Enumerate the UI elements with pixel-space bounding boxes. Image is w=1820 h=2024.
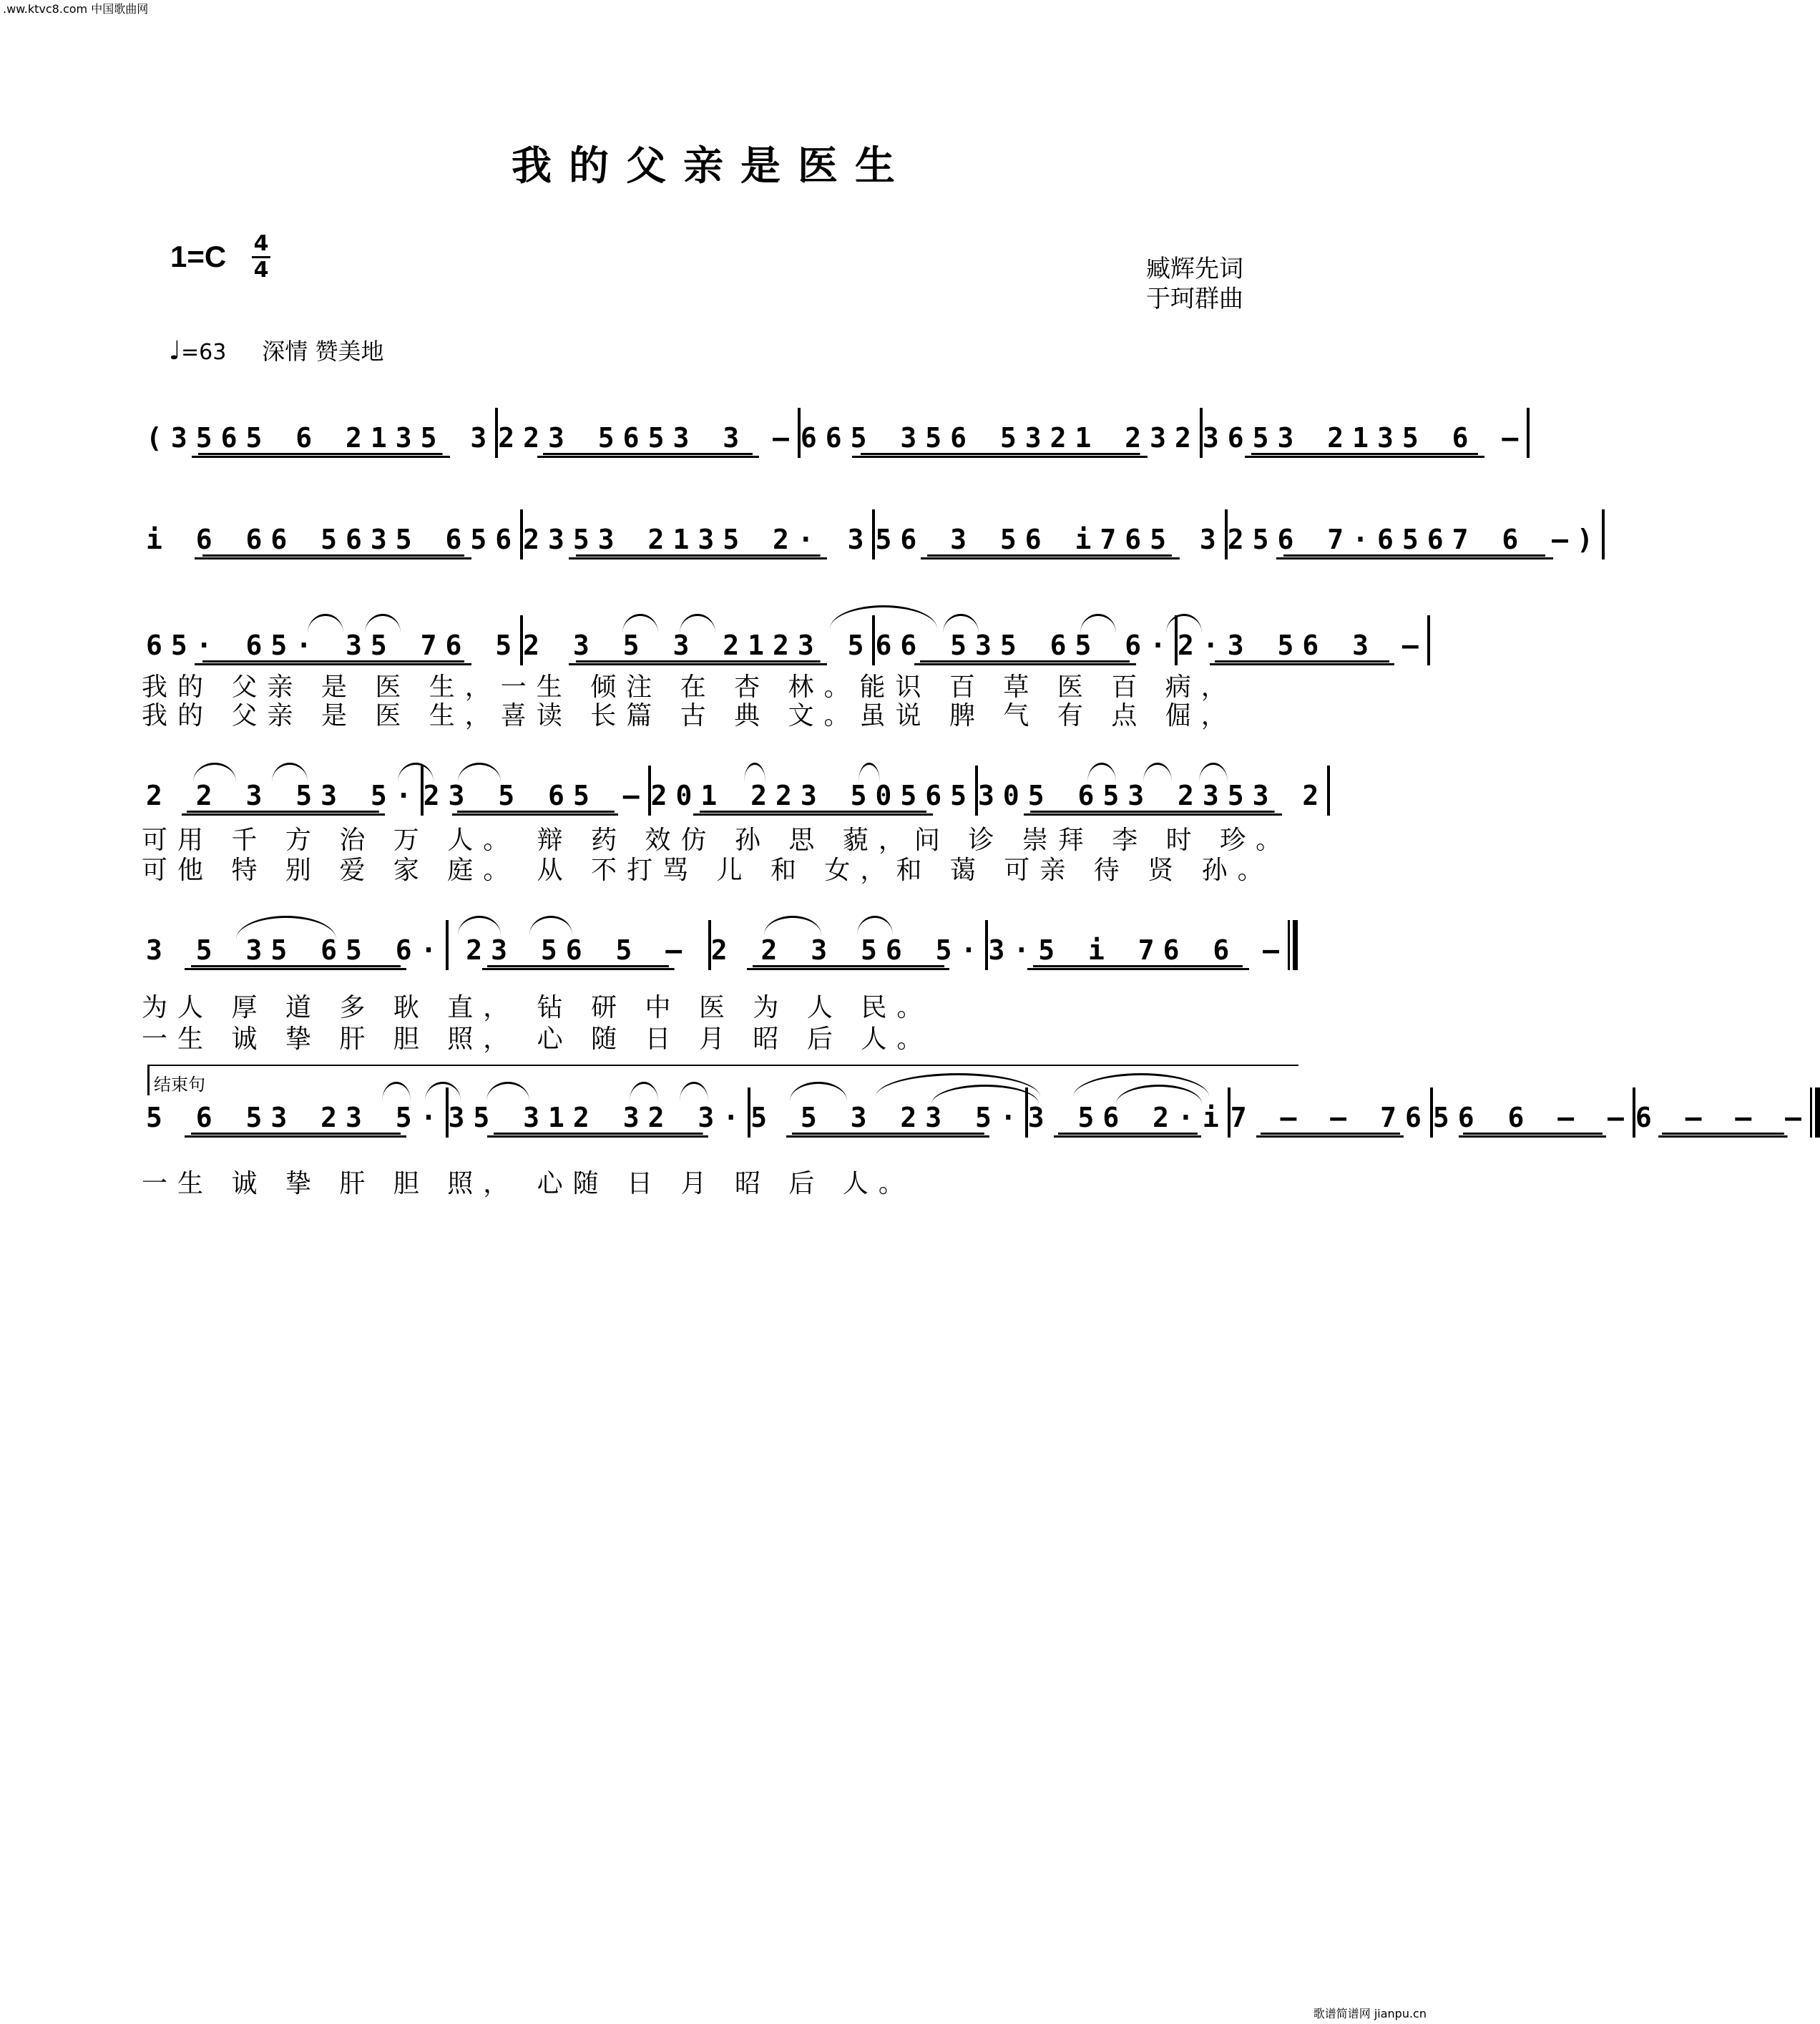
lyrics-ending: 一生 诚 挚 肝 胆 照， 心随 日 月 昭 后 人。 <box>142 1169 914 1198</box>
measure: 2·3 56 3 – <box>1178 630 1427 665</box>
measure: (3565 6 2135 3 <box>146 422 495 458</box>
lyrics-verse-1: 我的 父亲 是 医 生，一生 倾注 在 杏 林。能识 百 草 医 百 病， <box>142 673 1237 702</box>
measure: 2 2 3 53 5· <box>146 780 421 816</box>
tempo-marking <box>169 333 383 366</box>
lyrics-verse-2: 可他 特 别 爱 家 庭。 从 不打骂 儿 和 女，和 蔼 可亲 待 贤 孙。 <box>142 856 1273 885</box>
measure: 2 3 5 3 2123 5 <box>523 630 872 665</box>
site-footer: 歌谱简谱网 jianpu.cn <box>1313 2007 1427 2020</box>
time-signature-top: 4 <box>253 231 269 256</box>
measure: 2353 2135 2· 3 <box>523 524 872 559</box>
measure: 5 5 3 23 5· <box>750 1102 1025 1138</box>
measure: 223 5653 3 – <box>498 422 798 458</box>
measure: 3 56 2·i <box>1028 1102 1228 1138</box>
measure: 201 223 50565 <box>651 780 975 816</box>
measure: 6 – – – <box>1635 1102 1810 1138</box>
quarter-note-icon: ♩ <box>169 336 181 366</box>
final-barline <box>1810 1087 1820 1138</box>
measure: 23 56 5 – <box>449 934 708 970</box>
time-signature-bottom: 4 <box>253 258 269 283</box>
staff-system <box>146 1087 1811 1138</box>
expression-marking: 深情 赞美地 <box>262 338 384 365</box>
measure: 56 6 – – <box>1433 1102 1633 1138</box>
lyrics-verse-1: 可用 千 方 治 万 人。 辩 药 效仿 孙 思 藐，问 诊 崇拜 李 时 珍。 <box>142 826 1292 855</box>
staff-system <box>146 509 1602 559</box>
measure: 65· 65· 35 76 5 <box>146 630 520 665</box>
measure: 7 – – 76 <box>1231 1102 1430 1138</box>
measure: 3653 2135 6 – <box>1203 422 1527 458</box>
time-signature <box>252 233 270 281</box>
staff-system <box>146 920 1298 970</box>
measure: i 6 66 5635 656 <box>146 524 520 559</box>
measure: 35 312 32 3· <box>449 1102 748 1138</box>
staff-system <box>146 766 1328 816</box>
ending-label: 结束句 <box>147 1065 1298 1095</box>
page-title: 我的父亲是医生 <box>512 142 912 190</box>
key-signature: 1=C <box>170 240 227 273</box>
lyricist-credit: 臧辉先词 <box>1146 255 1243 283</box>
staff-system <box>146 408 1527 458</box>
measure: 2 2 3 56 5· <box>711 934 986 970</box>
measure: 66 535 65 6· <box>875 630 1175 665</box>
lyrics-verse-1: 为人 厚 道 多 耿 直， 钻 研 中 医 为 人 民。 <box>142 993 933 1022</box>
measure: 305 653 2353 2 <box>978 780 1327 816</box>
tempo-bpm: =63 <box>180 340 227 365</box>
measure: 23 5 65 – <box>424 780 648 816</box>
measure: 3·5 i 76 6 – <box>988 934 1288 970</box>
measure: 256 7·6567 6 –) <box>1228 524 1602 559</box>
site-header: .ww.ktvc8.com 中国歌曲网 <box>3 2 149 16</box>
staff-system <box>146 615 1427 665</box>
measure: 665 356 5321 232 <box>801 422 1200 458</box>
repeat-barline <box>1288 920 1298 970</box>
measure: 5 6 53 23 5· <box>146 1102 446 1138</box>
composer-credit: 于珂群曲 <box>1146 285 1243 313</box>
lyrics-verse-2: 我的 父亲 是 医 生，喜读 长篇 古 典 文。虽说 脾 气 有 点 倔， <box>142 701 1237 730</box>
measure: 56 3 56 i765 3 <box>875 524 1224 559</box>
measure: 3 5 35 65 6· <box>146 934 446 970</box>
lyrics-verse-2: 一生 诚 挚 肝 胆 照， 心 随 日 月 昭 后 人。 <box>142 1025 933 1054</box>
